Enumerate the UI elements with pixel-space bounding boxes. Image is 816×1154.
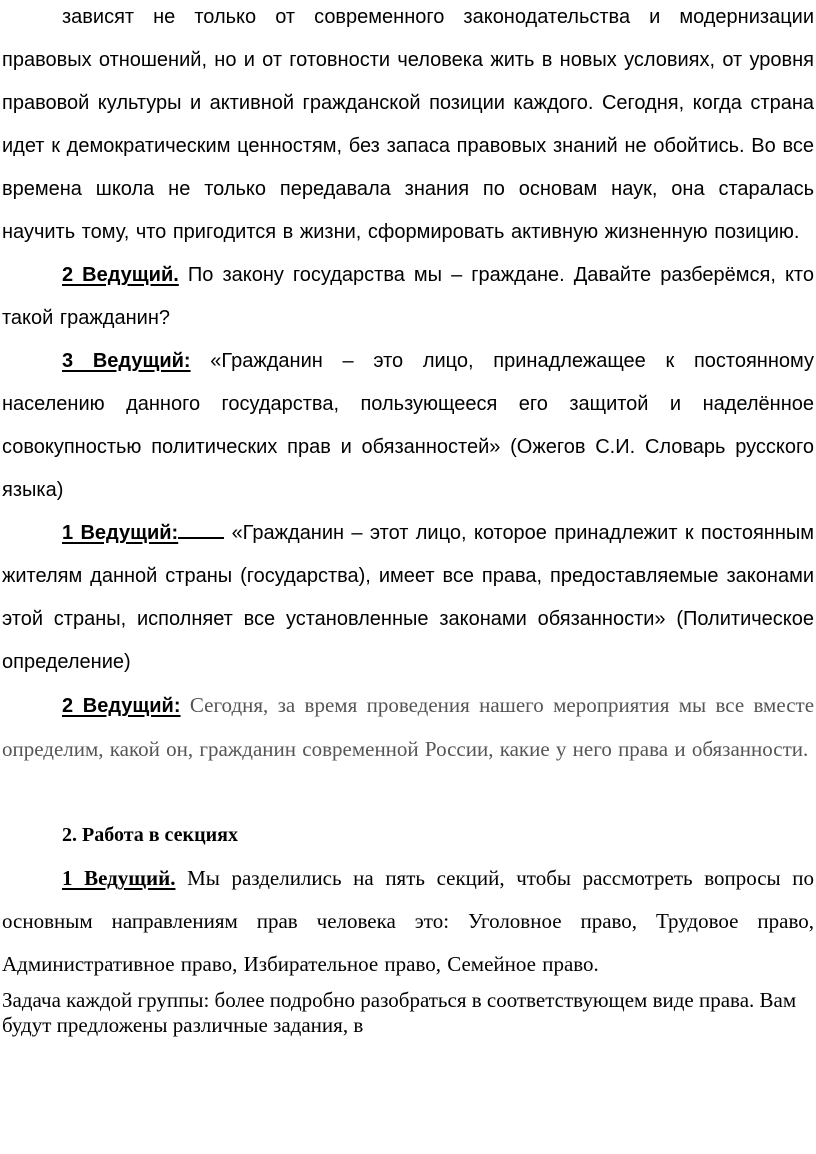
dialogue-text: По закону государства мы – граждане. Давайте разберёмся, кто такой гражданин? <box>2 264 814 329</box>
section-text: Мы разделились на пять секций, чтобы рассмотреть вопросы по основным направлениям прав человека это: Уголовное право, Трудовое право, Административное право, Избирательное право, Семейное право. <box>2 866 815 976</box>
speaker-label: 2 Ведущий: <box>62 695 181 717</box>
dialogue-line-1 <box>0 254 816 340</box>
dialogue-line-3 <box>0 512 816 684</box>
dialogue-text: «Гражданин – этот лицо, которое принадлежит к постоянным жителям данной страны (государства), имеет все права, предоставляемые законами этой страны, исполняет все установленные законами обязанности» (Политическое определение) <box>2 522 814 673</box>
dialogue-line-2 <box>0 340 816 512</box>
intro-paragraph <box>0 0 816 254</box>
section-paragraph <box>0 857 816 986</box>
intro-text: зависят не только от современного законодательства и модернизации правовых отношений, но и от готовности человека жить в новых условиях, от уровня правовой культуры и активной гражданской позиции каждого. Сегодня, когда страна идет к демократическим ценностям, без запаса правовых знаний не обойтись. Во все времена школа не только передавала знания по основам наук, она старалась научить тому, что пригодится в жизни, сформировать активную жизненную позицию. <box>2 6 814 243</box>
speaker-label: 1 Ведущий. <box>62 866 176 890</box>
speaker-label: 1 Ведущий: <box>62 522 179 544</box>
speaker-label: 2 Ведущий. <box>62 264 179 286</box>
dialogue-text: Сегодня, за время проведения нашего мероприятия мы все вместе определим, какой он, гражданин современной России, какие у него права и обязанности. <box>2 693 815 761</box>
dialogue-text: «Гражданин – это лицо, принадлежащее к постоянному населению данного государства, пользующееся его защитой и наделённое совокупностью политических прав и обязанностей» (Ожегов С.И. Словарь русского языка) <box>2 350 814 501</box>
underline-blank <box>178 517 224 539</box>
dialogue-line-4 <box>0 684 816 771</box>
speaker-label: 3 Ведущий: <box>62 350 191 372</box>
task-paragraph: Задача каждой группы: более подробно разобраться в соответствующем виде права. Вам будут предложены различные задания, в <box>2 988 797 1037</box>
blank-line <box>0 771 816 814</box>
section-heading: 2. Работа в секциях <box>62 824 238 846</box>
